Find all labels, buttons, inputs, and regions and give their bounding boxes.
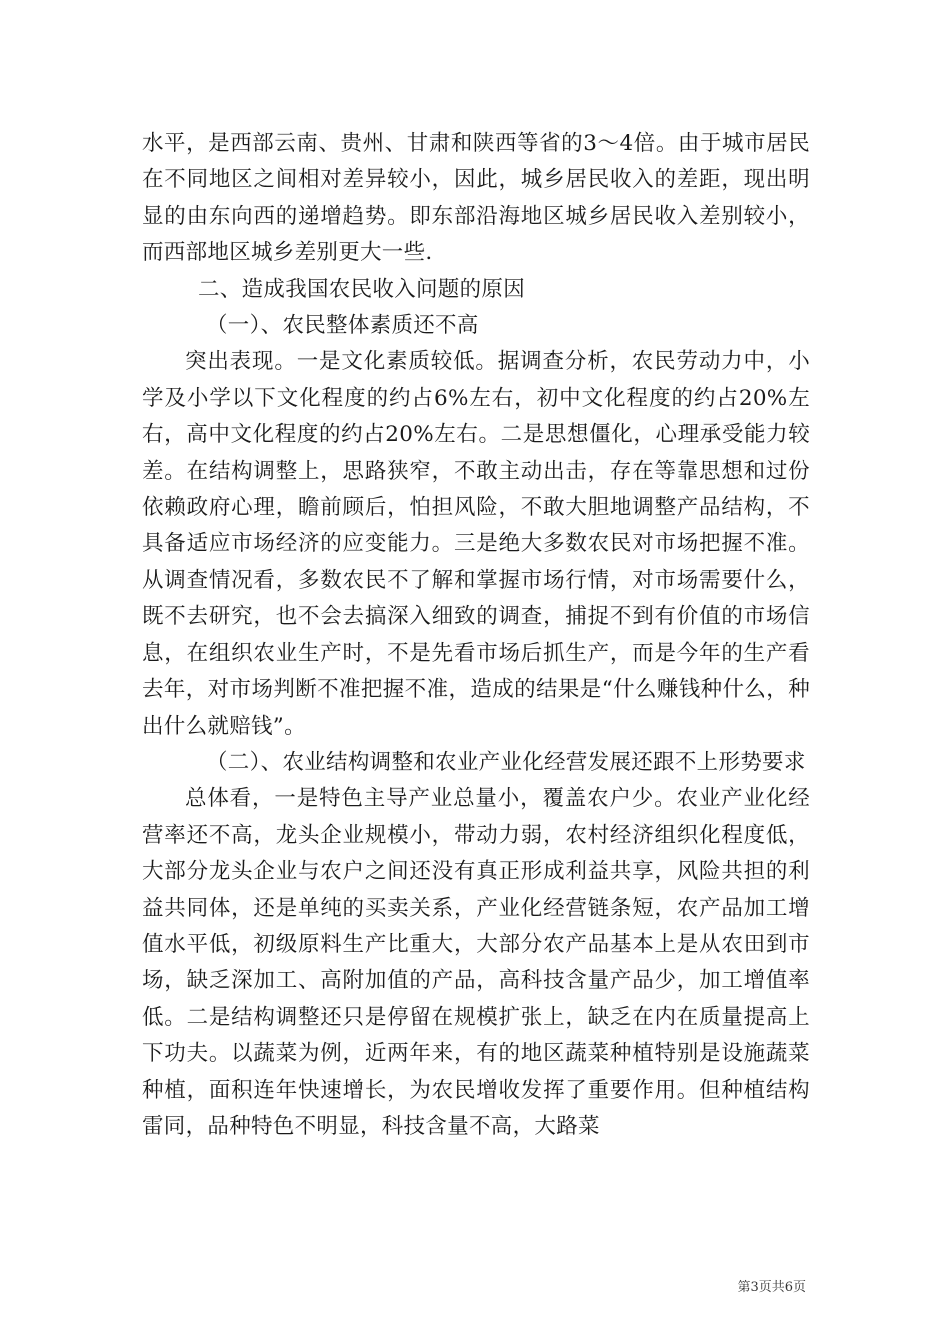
subsection-heading-farmer-quality: （一）、农民整体素质还不高 bbox=[206, 313, 479, 339]
section-heading-causes: 二、造成我国农民收入问题的原因 bbox=[198, 276, 526, 302]
paragraph-farmer-quality: 突出表现。一是文化素质较低。据调查分析，农民劳动力中，小学及小学以下文化程度的约占6%左右，初中文化程度的约占20%左右，高中文化程度的约占20%左右。二是思想僵化，心理承受能力较差。在结构调整上，思路狭窄，不敢主动出击，存在等靠思想和过份依赖政府心理，瞻前顾后，怕担风险，不敢大胆地调整产品结构，不具备适应市场经济的应变能力。三是绝大多数农民对市场把握不准。从调查情况看，多数农民不了解和掌握市场行情，对市场需要什么，既不去研究，也不会去搞深入细致的调查，捕捉不到有价值的市场信息，在组织农业生产时，不是先看市场后抓生产，而是今年的生产看去年，对市场判断不准把握不准，造成的结果是“什么赚钱种什么，种出什么就赔钱”。 bbox=[142, 349, 810, 739]
paragraph-income-gap: 水平，是西部云南、贵州、甘肃和陕西等省的3～4倍。由于城市居民在不同地区之间相对差异较小，因此，城乡居民收入的差距，现出明显的由东向西的递增趋势。即东部沿海地区城乡居民收入差别较小，而西部地区城乡差别更大一些. bbox=[142, 131, 810, 266]
page-number-footer: 第3页共6页 bbox=[737, 1280, 806, 1295]
subsection-heading-structure-adjustment: （二）、农业结构调整和农业产业化经营发展还跟不上形势要求 bbox=[206, 749, 806, 775]
paragraph-structure-adjustment: 总体看，一是特色主导产业总量小，覆盖农户少。农业产业化经营率还不高，龙头企业规模小，带动力弱，农村经济组织化程度低，大部分龙头企业与农户之间还没有真正形成利益共享，风险共担的利益共同体，还是单纯的买卖关系，产业化经营链条短，农产品加工增值水平低，初级原料生产比重大，大部分农产品基本上是从农田到市场，缺乏深加工、高附加值的产品，高科技含量产品少，加工增值率低。二是结构调整还只是停留在规模扩张上，缺乏在内在质量提高上下功夫。以蔬菜为例，近两年来，有的地区蔬菜种植特别是设施蔬菜种植，面积连年快速增长，为农民增收发挥了重要作用。但种植结构雷同，品种特色不明显，科技含量不高，大路菜 bbox=[142, 786, 810, 1139]
document-body bbox=[142, 126, 810, 1145]
